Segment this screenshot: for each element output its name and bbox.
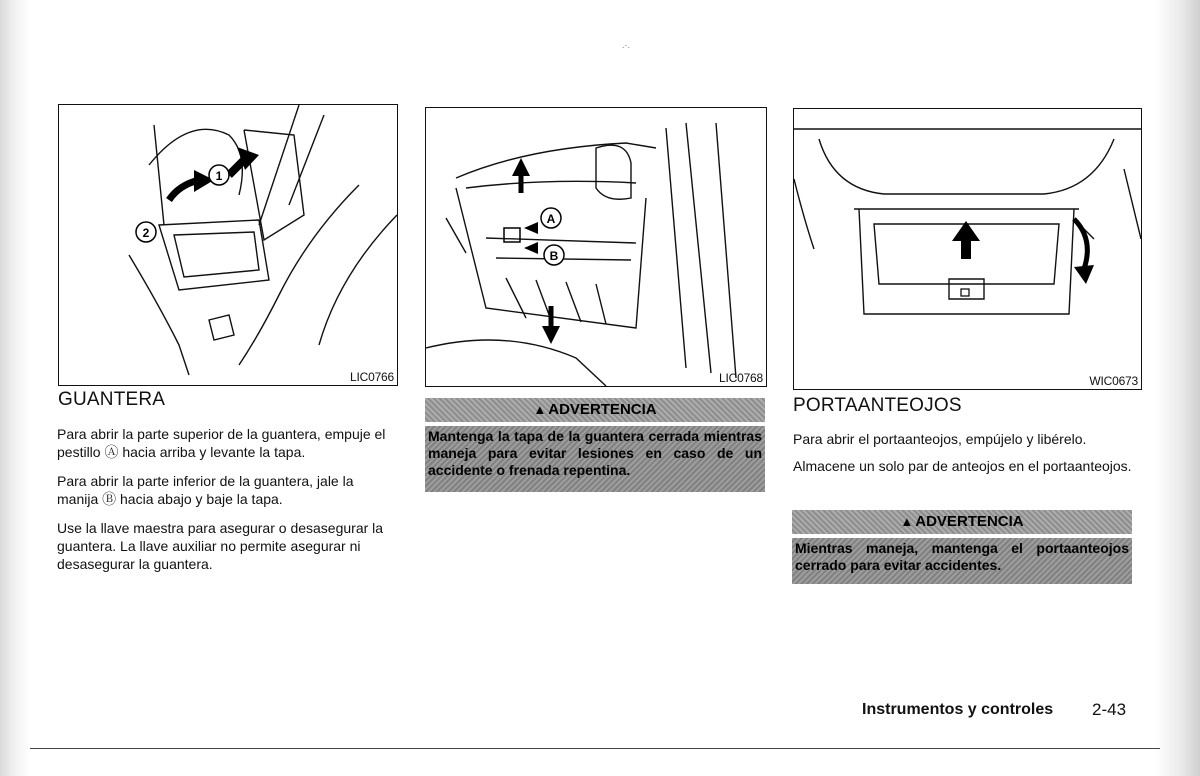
figure-label-b: B bbox=[549, 249, 559, 263]
figure-label-2: 2 bbox=[142, 226, 150, 240]
warning-text: Mantenga la tapa de la guantera cerrada mientras maneja para evitar lesiones en caso de un accidente o frenada repentina. bbox=[425, 426, 765, 492]
warning-title bbox=[792, 510, 1132, 534]
warning-title bbox=[425, 398, 765, 422]
figure-sunglasses-holder-illustration bbox=[794, 109, 1141, 389]
warning-title-text: ADVERTENCIA bbox=[915, 513, 1024, 530]
figure-code: LIC0766 bbox=[350, 370, 394, 384]
figure-label-1: 1 bbox=[215, 169, 223, 183]
figure-glovebox-lower bbox=[425, 107, 767, 387]
figure-glovebox-upper bbox=[58, 104, 398, 386]
section-heading-portaanteojos: PORTAANTEOJOS bbox=[793, 395, 962, 416]
paragraph: Use la llave maestra para asegurar o desasegurar la guantera. La llave auxiliar no permite asegurar ni desasegurar la guantera. bbox=[57, 520, 384, 572]
footer-section-title: Instrumentos y controles bbox=[862, 701, 1054, 718]
figure-glovebox-lower-illustration bbox=[426, 108, 766, 386]
paragraph: Para abrir la parte superior de la guantera, empuje el pestillo Ⓐ hacia arriba y levante la tapa. bbox=[57, 426, 386, 460]
page-scan-edge-left bbox=[0, 0, 30, 776]
page-scan-edge-right bbox=[1155, 0, 1200, 776]
paragraph: Almacene un solo par de anteojos en el portaanteojos. bbox=[793, 458, 1132, 474]
paragraph: Para abrir la parte inferior de la guantera, jale la manija Ⓑ hacia abajo y baje la tapa. bbox=[57, 473, 354, 507]
warning-title-text: ADVERTENCIA bbox=[548, 401, 657, 418]
warning-triangle-icon: ▲ bbox=[533, 402, 547, 417]
scan-artifact: .·. bbox=[622, 40, 630, 50]
page-number: 2-43 bbox=[1092, 700, 1127, 719]
figure-label-a: A bbox=[546, 212, 556, 226]
section-heading-guantera: GUANTERA bbox=[58, 389, 166, 410]
warning-triangle-icon: ▲ bbox=[900, 514, 914, 529]
warning-text: Mientras maneja, mantenga el portaanteojos cerrado para evitar accidentes. bbox=[792, 538, 1132, 584]
bottom-rule bbox=[30, 748, 1160, 749]
figure-sunglasses-holder bbox=[793, 108, 1142, 390]
paragraph: Para abrir el portaanteojos, empújelo y libérelo. bbox=[793, 431, 1087, 447]
figure-code: LIC0768 bbox=[719, 371, 763, 385]
figure-glovebox-upper-illustration bbox=[59, 105, 397, 385]
figure-code: WIC0673 bbox=[1089, 374, 1138, 388]
